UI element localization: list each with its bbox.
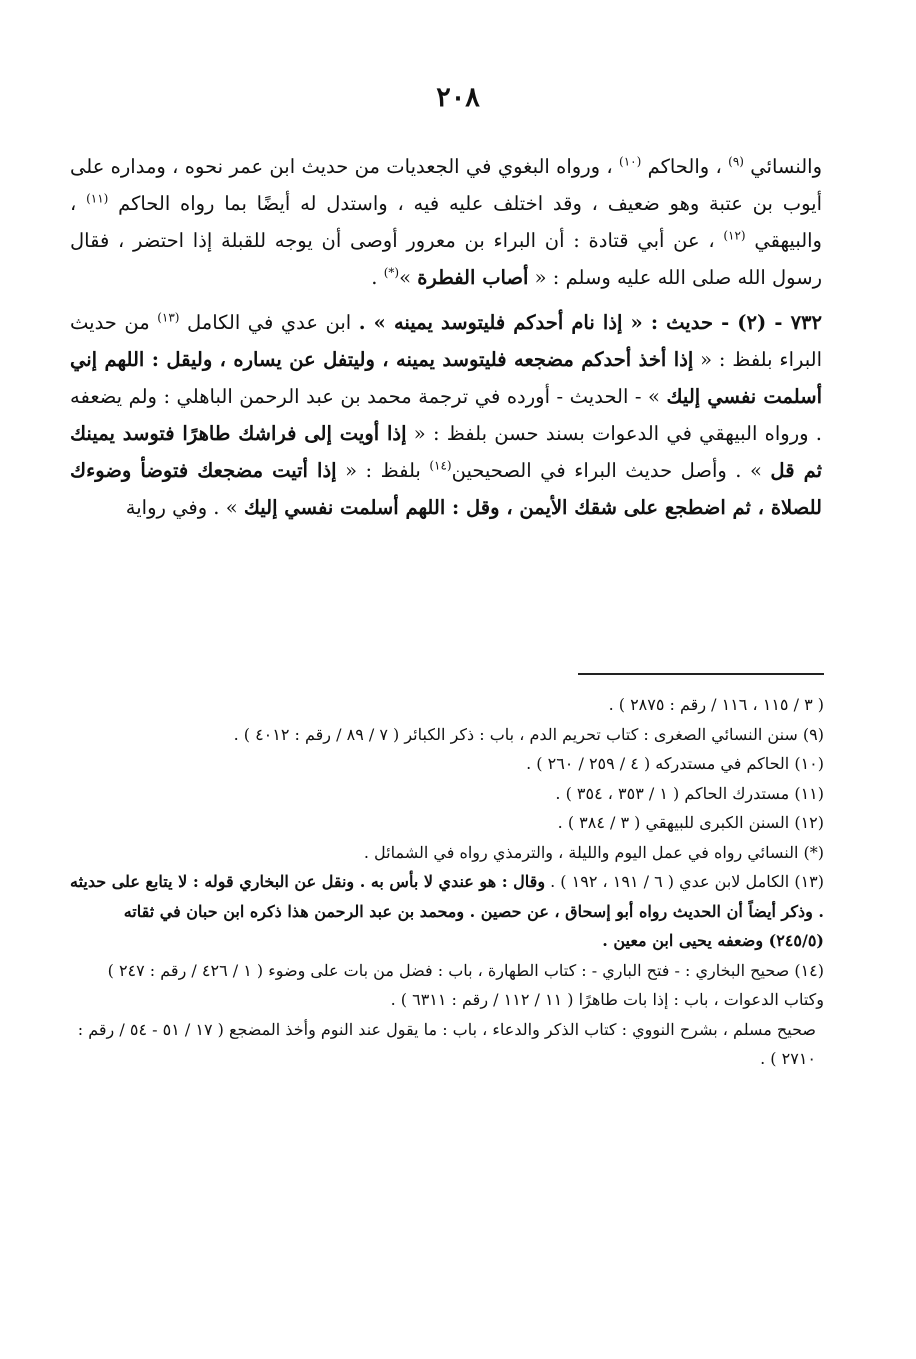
hadith-quote: إذا أويت إلى فراشك طاهرًا فتوسد يمينك ثم قل <box>70 422 822 482</box>
footnote-10: (١٠) الحاكم في مستدركه ( ٤ / ٢٥٩ / ٢٦٠ ) . <box>526 754 824 773</box>
footnote-continued: ( ٣ / ١١٥ ، ١١٦ / رقم : ٢٨٧٥ ) . <box>608 695 824 714</box>
paragraph-2 <box>70 304 822 526</box>
footnote-14: (١٤) صحيح البخاري : - فتح الباري - : كتاب الطهارة ، باب : فضل من بات على وضوء ( ١ / ٤٢٦ / رقم : ٢٤٧ ) وكتاب الدعوات ، باب : إذا بات طاهرًا ( ١١ / ١١٢ / رقم : ٦٣١١ ) . <box>107 960 824 1009</box>
text: ، ورواه البغوي في الجعديات من حديث ابن عمر نحوه ، ومداره على أيوب بن عتبة وهو ضعيف ، وقد اختلف عليه فيه ، واستدل له أيضًا بما رواه الحاكم <box>70 155 822 215</box>
footnote-13 <box>70 867 824 956</box>
footnote-ref-9: (٩) <box>728 154 744 169</box>
text: والنسائي <box>743 155 822 178</box>
footnote-9: (٩) سنن النسائي الصغرى : كتاب تحريم الدم ، باب : ذكر الكبائر ( ٧ / ٨٩ / رقم : ٤٠١٢ ) . <box>233 724 824 744</box>
footnote-13-source: (١٣) الكامل لابن عدي ( ٦ / ١٩١ ، ١٩٢ ) . <box>545 872 824 891</box>
text: ، عن أبي قتادة : أن البراء بن معرور أوصى أن يوجه للقبلة إذا احتضر ، فقال رسول الله صلى الله عليه وسلم : « <box>70 229 822 289</box>
footnote-star: (*) النسائي رواه في عمل اليوم والليلة ، والترمذي رواه في الشمائل . <box>363 842 824 862</box>
footnote-14-muslim: صحيح مسلم ، بشرح النووي : كتاب الذكر والدعاء ، باب : ما يقول عند النوم وأخذ المضجع ( ١٧ / ٥١ - ٥٤ / رقم : ٢٧١٠ ) . <box>77 1019 816 1068</box>
paragraph-1 <box>70 148 822 296</box>
main-text <box>70 148 822 534</box>
footnote-ref-13: (١٣) <box>157 310 180 325</box>
text: من حديث البراء بلفظ : « <box>70 311 822 371</box>
footnotes <box>70 690 824 1074</box>
text: ، والحاكم <box>641 155 729 178</box>
text: » - الحديث - أورده في ترجمة محمد بن عبد الرحمن الباهلي : ولم يضعفه . ورواه البيهقي في الدعوات بسند حسن بلفظ : « <box>70 385 822 445</box>
text: ابن عدي في الكامل <box>179 311 359 334</box>
footnote-ref-12: (١٢) <box>723 228 746 243</box>
text: » . وفي رواية <box>125 496 244 519</box>
hadith-quote: إذا أتيت مضجعك فتوضأ وضوءك للصلاة ، ثم اضطجع على شقك الأيمن ، وقل : اللهم أسلمت نفسي إليك <box>70 459 822 519</box>
footnote-ref-star: (*) <box>383 265 400 280</box>
footnote-ref-11: (١١) <box>86 191 109 206</box>
page-number: ٢٠٨ <box>436 82 480 113</box>
footnote-12: (١٢) السنن الكبرى للبيهقي ( ٣ / ٣٨٤ ) . <box>557 813 824 832</box>
text: » <box>399 266 418 289</box>
text: » . وأصل حديث البراء في الصحيحين <box>451 459 771 482</box>
hadith-heading: ٧٣٢ - (٢) - حديث : « إذا نام أحدكم فليتوسد يمينه » . <box>358 311 822 334</box>
text: بلفظ : « <box>336 459 430 482</box>
hadith-quote: أصاب الفطرة <box>417 266 529 289</box>
footnote-11: (١١) مستدرك الحاكم ( ١ / ٣٥٣ ، ٣٥٤ ) . <box>555 783 824 803</box>
text: . <box>371 266 384 289</box>
text: ، والبيهقي <box>70 192 822 252</box>
footnote-13-note: وقال : هو عندي لا بأس به . ونقل عن البخاري قوله : لا يتابع على حديثه . وذكر أيضاً أن الحديث رواه أبو إسحاق ، عن حصين . ومحمد بن عبد الرحمن هذا ذكره ابن حبان في ثقاته (٢٤٥/٥) وضعفه يحيى ابن معين . <box>69 872 824 950</box>
hadith-quote: إذا أخذ أحدكم مضجعه فليتوسد يمينه ، وليتفل عن يساره ، وليقل : اللهم إني أسلمت نفسي إليك <box>70 348 822 408</box>
footnote-separator <box>578 673 824 675</box>
footnote-ref-14: (١٤) <box>429 458 452 473</box>
footnote-ref-10: (١٠) <box>619 154 642 169</box>
